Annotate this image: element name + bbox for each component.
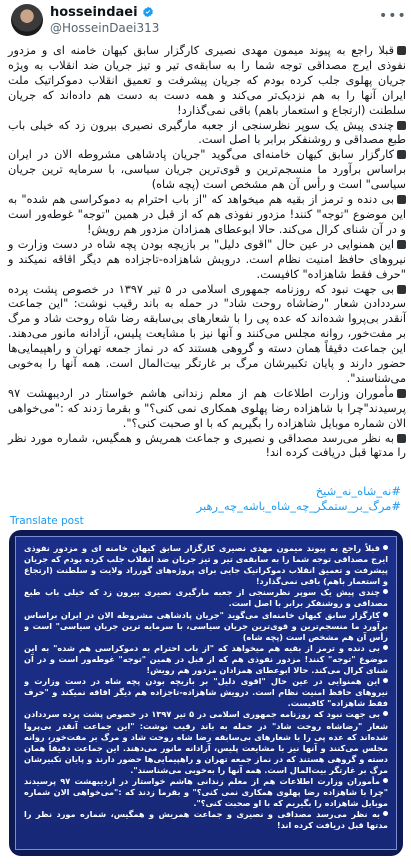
bullet-icon bbox=[383, 811, 388, 816]
avatar[interactable] bbox=[11, 4, 43, 36]
bullet-icon bbox=[383, 612, 388, 617]
attached-image-card[interactable] bbox=[9, 530, 403, 856]
bullet-icon bbox=[397, 195, 406, 204]
verified-badge-icon bbox=[142, 6, 154, 18]
post-paragraph: به نظر می‌رسد مصداقی و نصیری و جماعت همریش و همگیس، شماره مورد نظر را مدتها قبل دریافت کرده اند! bbox=[8, 431, 406, 460]
author-display-name[interactable]: hosseindaei bbox=[50, 4, 138, 20]
more-options-icon[interactable]: ••• bbox=[379, 8, 407, 24]
post-paragraph: این همنوایی در عین حال "اقوی دلیل" بر بازیچه بودن پچه شاه در دست وزارت و نیروهای حافظ امنیت نظام است. درویش شاهزاده-تاجزاده هم دیگر اقاقه نمیکند و "حرف فقط شاهزاده" کافیست. bbox=[8, 237, 406, 281]
post-paragraph: بی دنده و ترمز از بقیه هم میخواهد که "از باب احترام به دموکراسی هم شده" به این موضوع "توجه" کنند! مزدور نفوذی هم که از قبل در همین "توجه" غوطه‌ور است و در آن شنای کرال می‌کند. حالا ابوعطای همزادان مزدور هم رویش! bbox=[8, 193, 406, 236]
bullet-icon bbox=[397, 389, 406, 398]
bullet-icon bbox=[397, 240, 406, 249]
author-name-row bbox=[50, 4, 154, 20]
post-header bbox=[0, 0, 411, 40]
bullet-icon bbox=[397, 150, 406, 159]
author-handle[interactable]: @HosseinDaei313 bbox=[50, 21, 160, 35]
translate-post-link[interactable]: Translate post bbox=[10, 515, 84, 527]
image-text-panel bbox=[15, 536, 397, 850]
image-paragraph: چندی پیش یک سوپر نظرسنجی از جعبه مارگیری نصیری بیرون زد که خیلی باب طبع مصداقی و روشنفکر برابر با اصل است. bbox=[24, 587, 388, 609]
image-paragraph: به نظر می‌رسد مصداقی و نصیری و جماعت همریش و همگیس، شماره مورد نظر را مدتها قبل دریافت کرده اند! bbox=[24, 809, 388, 831]
post-paragraph: کارگزار سابق کیهان خامنه‌ای می‌گوید "جریان پادشاهی مشروطه الان در ایران براساس برآورد ما منسجم‌ترین و قوی‌ترین جریان سیاسی، با سرمایه ترین جریان سیاسی" است و رأس آن هم مشخص است (پچه شاه) bbox=[8, 148, 406, 192]
hashtag-list bbox=[11, 484, 401, 514]
image-paragraph: کارگزار سابق کیهان خامنه‌ای می‌گوید "جریان پادشاهی مشروطه الان در ایران براساس برآورد ما منسجم‌ترین و قوی‌ترین جریان سیاسی، با سرمایه ترین جریان سیاسی" است و رأس آن هم مشخص است (پچه شاه) bbox=[24, 609, 388, 642]
post-paragraph: بی جهت نبود که روزنامه جمهوری اسلامی در ۵ تیر ۱۳۹۷ در خصوص پشت پرده سرددادن شعار "رضاشاه روحت شاد" در حمله به باند رقیب نوشت: "این جماعت آنقدر بی‌پروا شده‌اند که عده پی را با شعارهای بی‌سابقه رضا شاه روحت شاد و مرگ بر مفت‌خور، روانه مجلس می‌کنند و آنها نیز با مشایعت پلیس، آزادانه مانور می‌دهند. این جماعت دقیقاً همان دسته و گروهی هستند که در نماز جمعه تهران و راهپیمایی‌ها حضور دارند و پایان تکبیرشان مرگ بر غارتگر بیت‌المال است. همه آنها را به‌خوبی می‌شناسند". bbox=[8, 282, 406, 385]
bullet-icon bbox=[383, 589, 388, 594]
image-text bbox=[24, 543, 388, 843]
image-paragraph: مأموران وزارت اطلاعات هم از معلم زندانی هاشم خواستار در اردیبهشت ۹۷ پرسیدند "چرا با شاهزاده رضا پهلوی همکاری نمی کنی؟" و بقرما زدند که :"می‌خواهی الان شماره موبایل شاهزاده را بگیریم که با او صحبت کنی؟". bbox=[24, 775, 388, 809]
post-text bbox=[8, 44, 406, 461]
image-paragraph: قبلاً راجع به پیوند میمون مهدی نصیری کارگزار سابق کیهان خامنه ای و مزدور نفوذی ایرج مصداقی توجه شما را به سابقه‌ی تیر و تیز جریان ضد انقلاب جلب کرده بودم که جریان پیشرفت و تعمیق انقلاب دموکراتیک جایی برای پروژه‌های گورزاد ولایت و سلطنت (ارتجاع و استعمار باهم) باقی نمی‌گذارد! bbox=[24, 543, 388, 587]
post-paragraph: چندی پیش یک سوپر نظرسنجی از جعبه مارگیری نصیری بیرون زد که خیلی باب طبع مصداقی و روشنفکر برابر با اصل است. bbox=[8, 118, 406, 147]
image-paragraph: بی دنده و ترمز از بقیه هم میخواهد که "از باب احترام به دموکراسی هم شده" به این موضوع "توجه" کنند! مزدور نفوذی هم که از قبل در همین "توجه" غوطه‌ور است و در آن شنای کرال می‌کند. حالا ابوعطای همزادان مزدور هم رویش! bbox=[24, 642, 388, 676]
bullet-icon bbox=[383, 778, 388, 783]
bullet-icon bbox=[397, 285, 406, 294]
bullet-icon bbox=[397, 434, 406, 443]
bullet-icon bbox=[383, 545, 388, 550]
bullet-icon bbox=[397, 121, 406, 130]
bullet-icon bbox=[383, 678, 388, 683]
bullet-icon bbox=[397, 46, 406, 55]
hashtag-link[interactable]: #مرگ_بر_ستمگر_چه_شاه_باشه_چه_رهبر bbox=[196, 499, 401, 513]
bullet-icon bbox=[383, 645, 388, 650]
image-paragraph: این همنوایی در عین حال "اقوی دلیل" بر بازیچه بودن پچه شاه در دست وزارت و نیروهای حافظ امنیت نظام است. درویش شاهزاده-تاجزاده هم دیگر اقاقه نمیکند و "حرف فقط شاهزاده" کافیست. bbox=[24, 676, 388, 709]
hashtag-link[interactable]: #نه_شاه_نه_شیخ bbox=[315, 484, 401, 498]
bullet-icon bbox=[383, 711, 388, 716]
post-paragraph: قبلا راجع به پیوند میمون مهدی نصیری کارگزار سابق کیهان خامنه ای و مزدور نفوذی ایرج مصداقی توجه شما را به سابقه‌ی تیر و تیز جریان ضد انقلاب به ویژه جریان پهلوی جلب کرده بودم که جریان پیشرفت و تعمیق انقلاب دموکراتیک ملت ایران آنها را به هم نزدیک‌تر می‌کند و همه دست به دست هم داده‌اند که جریان سلطنت (ارتجاع و استعمار باهم) باقی نمی‌گذارد! bbox=[8, 44, 406, 117]
image-paragraph: بی جهت نبود که روزنامه جمهوری اسلامی در ۵ تیر ۱۳۹۷ در خصوص پشت پرده سرددادن شعار "رضاشاه روحت شاد" در حمله به باند رقیب نوشت: "این جماعت آنقدر بی‌پروا شده‌اند که عده پی را با شعارهای بی‌سابقه رضا شاه روحت شاد و مرگ بر مفت‌خور، روانه مجلس می‌کنند و آنها نیز با مشایعت پلیس، آزادانه مانور می‌دهند. این جماعت دقیقاً همان دسته و گروهی هستند که در نماز جمعه تهران و راهپیمایی‌ها حضور دارند و پایان تکبیرشان مرگ بر غارتگر بیت‌المال است. همه آنها را به‌خوبی می‌شناسند". bbox=[24, 709, 388, 775]
post-paragraph: مأموران وزارت اطلاعات هم از معلم زندانی هاشم خواستار در اردیبهشت ۹۷ پرسیدند"چرا با شاهزاده رضا پهلوی همکاری نمی کنی؟" و بقرما زدند که :"می‌خواهی الان شماره موبایل شاهزاده را بگیریم که با او صحبت کنی؟". bbox=[8, 386, 406, 430]
